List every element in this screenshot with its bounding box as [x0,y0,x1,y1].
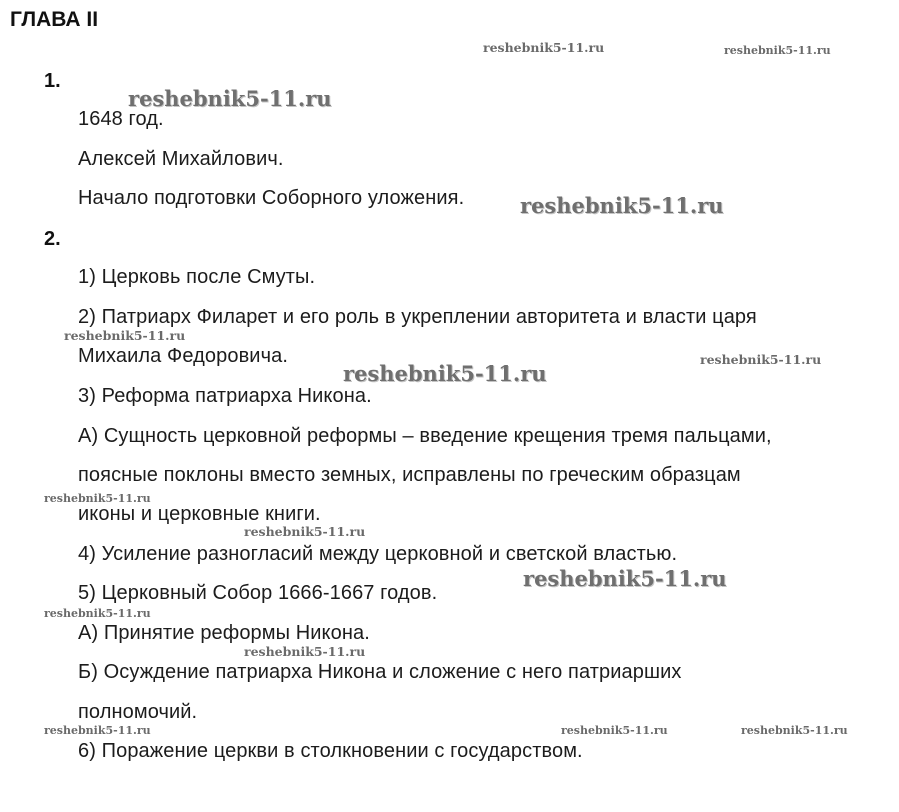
section-2-number: 2. [44,228,61,250]
chapter-title: ГЛАВА II [10,8,99,31]
section-2-line: поясные поклоны вместо земных, исправлены по греческим образцам [78,464,741,486]
section-2-line: 6) Поражение церкви в столкновении с государством. [78,740,583,762]
section-2-line: А) Сущность церковной реформы – введение крещения тремя пальцами, [78,425,772,447]
section-2-line: А) Принятие реформы Никона. [78,622,370,644]
watermark: reshebnik5-11.ru [561,724,668,737]
watermark: reshebnik5-11.ru [244,644,366,659]
section-2-line: Михаила Федоровича. [78,345,288,367]
watermark: reshebnik5-11.ru [700,352,822,367]
watermark: reshebnik5-11.ru [523,566,727,591]
watermark: reshebnik5-11.ru [44,492,151,505]
watermark: reshebnik5-11.ru [128,86,332,111]
watermark: reshebnik5-11.ru [724,44,831,57]
section-1-line: Начало подготовки Соборного уложения. [78,187,465,209]
watermark: reshebnik5-11.ru [44,724,151,737]
section-1-line: 1648 год. [78,108,164,130]
section-2-line: иконы и церковные книги. [78,503,321,525]
section-2-line: 4) Усиление разногласий между церковной и светской властью. [78,543,678,565]
watermark: reshebnik5-11.ru [483,40,605,55]
section-2-line: полномочий. [78,701,198,723]
section-2-line: 3) Реформа патриарха Никона. [78,385,372,407]
section-2-line: Б) Осуждение патриарха Никона и сложение с него патриарших [78,661,682,683]
section-2-line: 2) Патриарх Филарет и его роль в укреплении авторитета и власти царя [78,306,757,328]
watermark: reshebnik5-11.ru [244,524,366,539]
section-1-number: 1. [44,70,61,92]
section-1-line: Алексей Михайлович. [78,148,284,170]
watermark: reshebnik5-11.ru [520,193,724,218]
section-2-line: 1) Церковь после Смуты. [78,266,316,288]
watermark: reshebnik5-11.ru [64,328,186,343]
section-2-line: 5) Церковный Собор 1666-1667 годов. [78,582,438,604]
watermark: reshebnik5-11.ru [741,724,848,737]
watermark: reshebnik5-11.ru [44,607,151,620]
watermark: reshebnik5-11.ru [343,361,547,386]
